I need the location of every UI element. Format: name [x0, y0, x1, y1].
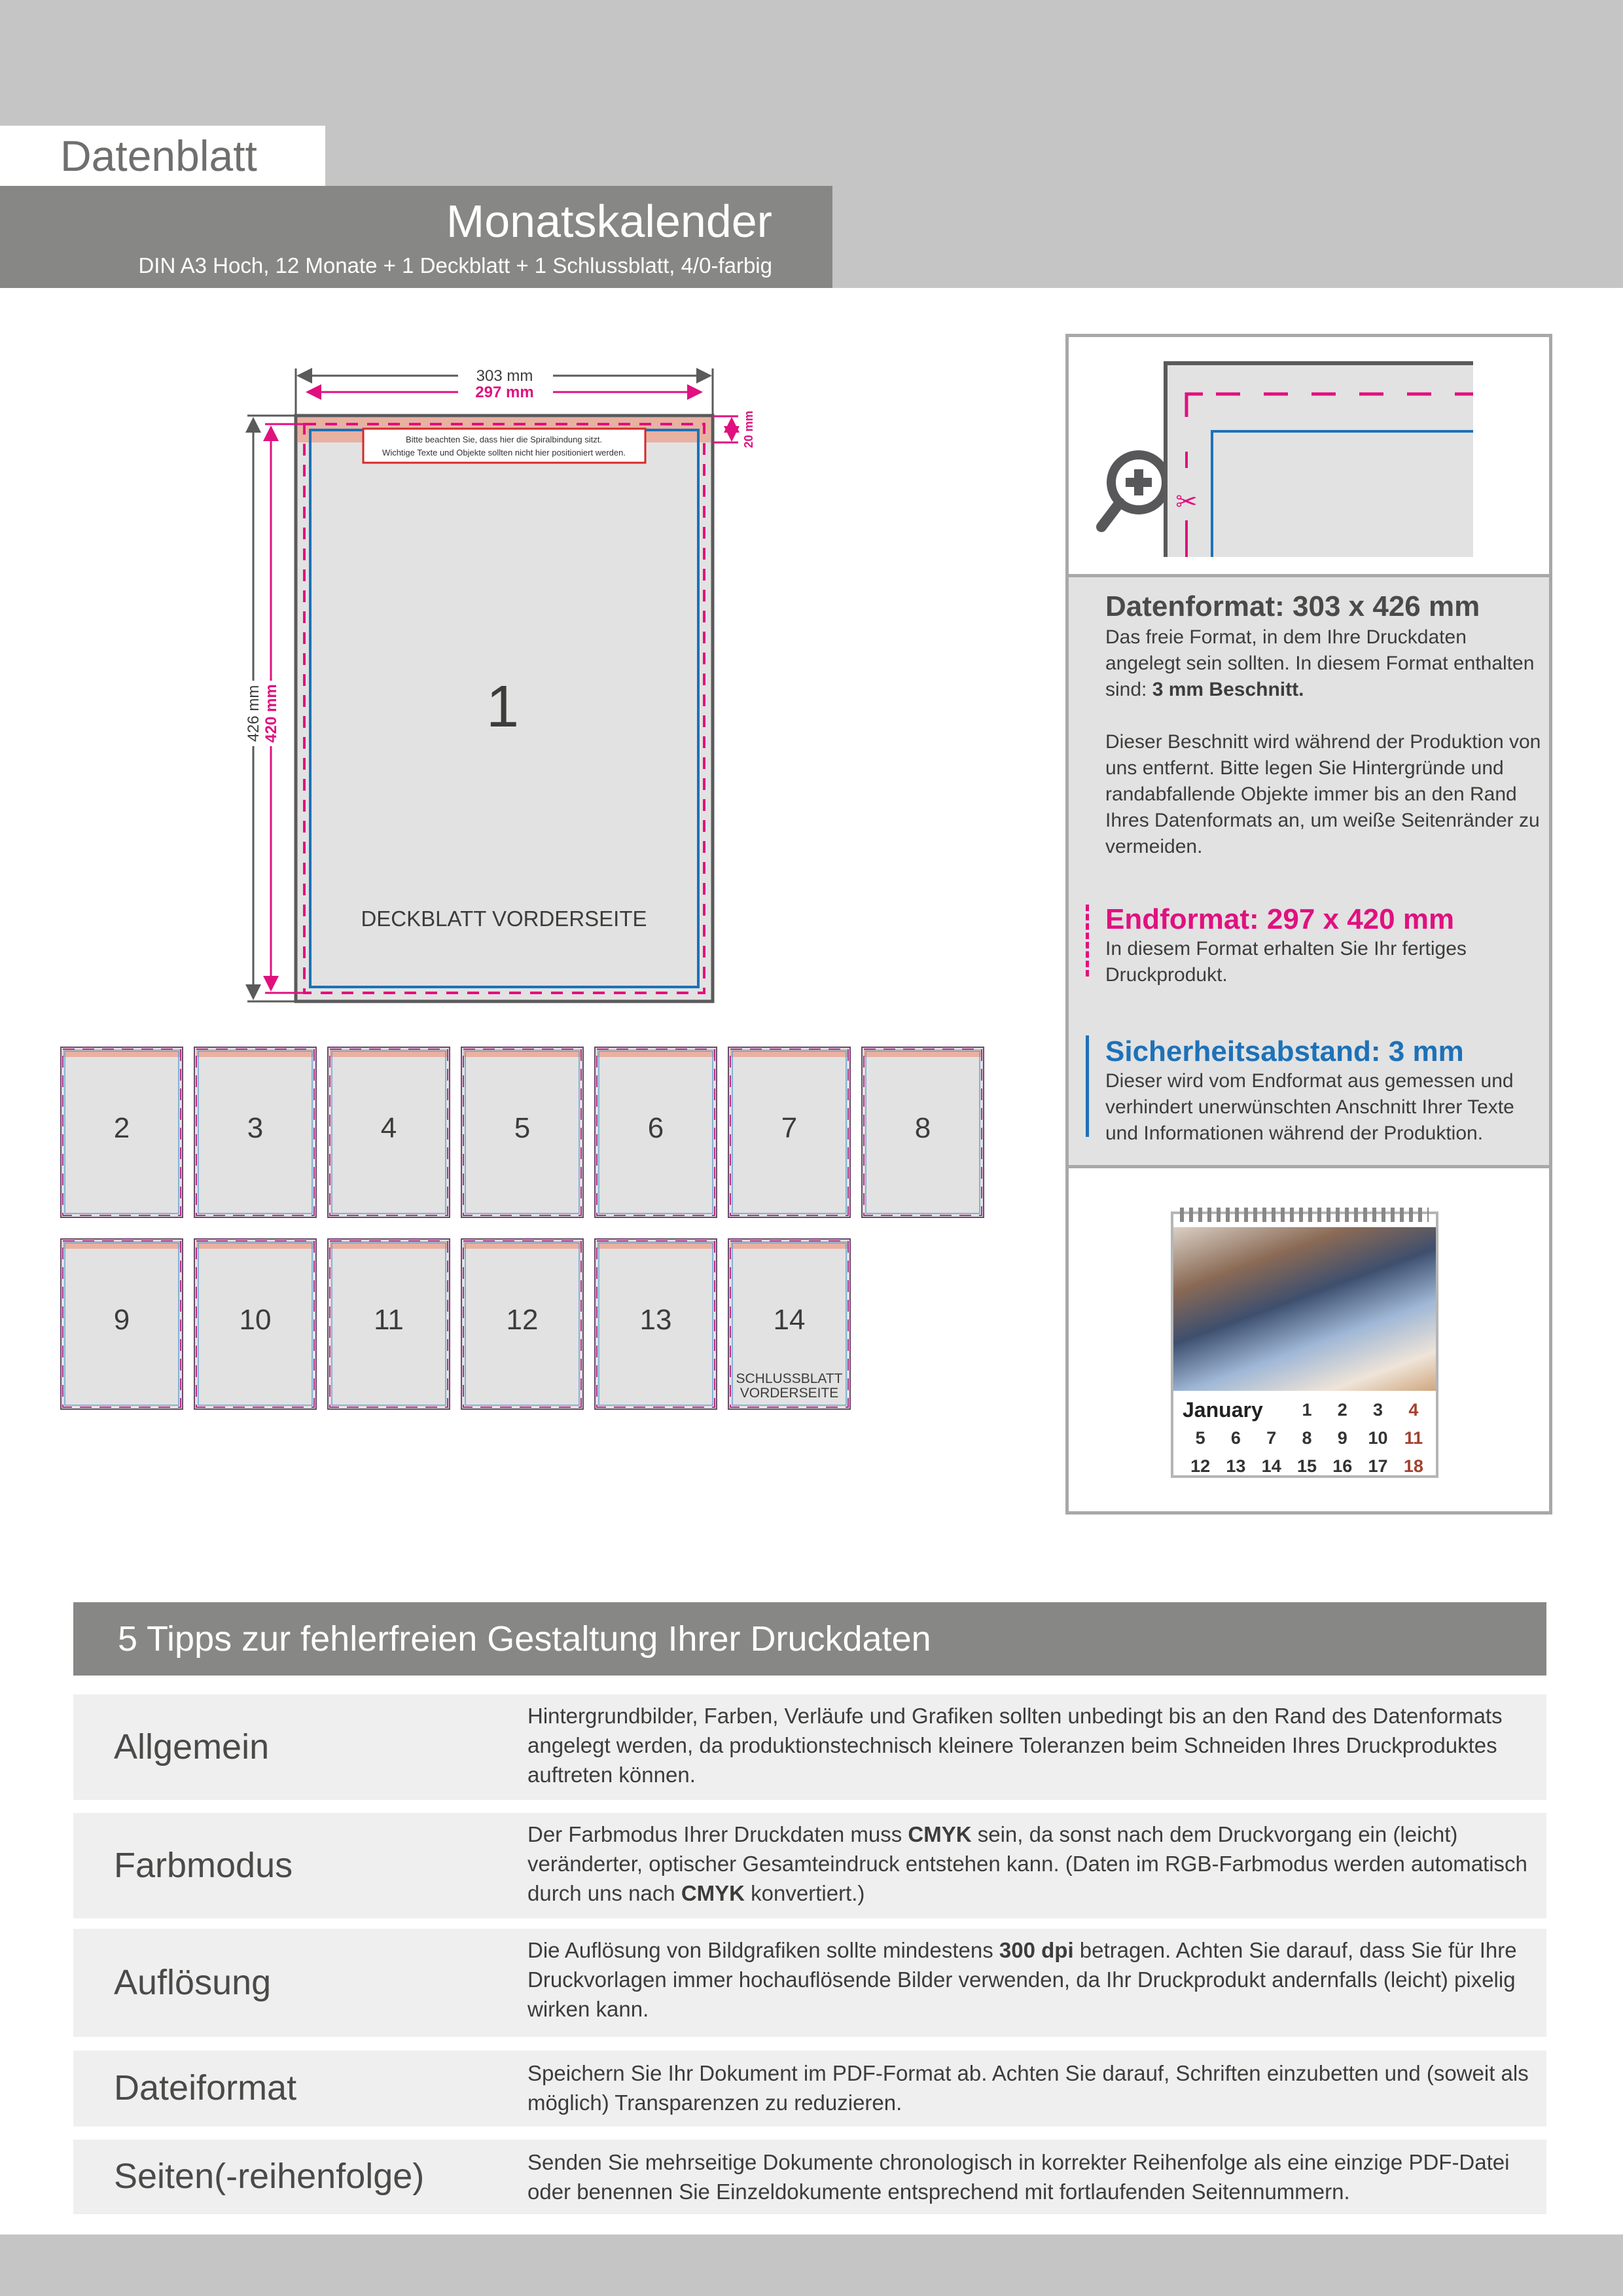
tips-header: 5 Tipps zur fehlerfreien Gestaltung Ihrer Druckdaten: [73, 1602, 1546, 1676]
calendar-day: 18: [1403, 1456, 1423, 1476]
calendar-day: 7: [1266, 1428, 1277, 1448]
notice-line-1: Bitte beachten Sie, dass hier die Spiralbindung sitzt.: [406, 435, 602, 444]
width-final-label: 297 mm: [475, 384, 534, 401]
page-number: 3: [247, 1112, 264, 1144]
tip-text: Senden Sie mehrseitige Dokumente chronologisch in korrekter Reihenfolge als eine einzige PDF-Datei oder benennen Sie Einzeldokumente entsprechend mit fortlaufenden Seitennummern.: [527, 2150, 1510, 2204]
tip-text-part: Die Auflösung von Bildgrafiken sollte mindestens: [527, 1938, 999, 1962]
tip-text: [527, 1820, 1535, 1908]
scissors-icon: ✂: [1175, 488, 1198, 516]
tip-bold: 300 dpi: [999, 1938, 1074, 1962]
page-number: 8: [914, 1112, 931, 1144]
endformat-marker: [1086, 905, 1089, 977]
footer-band: [0, 2234, 1623, 2296]
calendar-day: 15: [1296, 1456, 1317, 1476]
calendar-day: 3: [1373, 1400, 1383, 1420]
page-number: 1: [486, 674, 520, 740]
tip-label: Dateiformat: [114, 2068, 297, 2108]
tip-label: Allgemein: [114, 1727, 270, 1767]
zoom-in-icon: [1101, 455, 1166, 527]
datenformat-text-part: Das freie Format, in dem Ihre Druckdaten angelegt sein sollten. In diesem Format enthalten sind:: [1105, 626, 1535, 700]
tip-text: Speichern Sie Ihr Dokument im PDF-Format ab. Achten Sie darauf, Schriften einzubetten und (soweit als möglich) Transparenzen zu reduzieren.: [527, 2061, 1529, 2115]
page-number: 12: [506, 1304, 539, 1336]
page-thumbnail: [194, 1238, 317, 1410]
calendar-photo: [1173, 1227, 1436, 1391]
calendar-month: January: [1183, 1398, 1263, 1422]
calendar-day: 4: [1408, 1400, 1419, 1420]
page-thumbnail: [461, 1047, 584, 1218]
endformat-title: Endformat: 297 x 420 mm: [1105, 903, 1455, 935]
cover-page-diagram: [0, 0, 851, 1047]
datenformat-bleed: 3 mm Beschnitt.: [1152, 679, 1304, 700]
page-thumbnail: [60, 1047, 183, 1218]
safety-marker: [1086, 1035, 1089, 1137]
tip-text-part: sein, da sonst nach dem Druckvorgang ein (leicht) veränderter, optischer Gesamteindruck entstehen kann. (Daten im RGB-Farbmodus werden automatisch durch uns nach: [527, 1822, 1527, 1905]
tip-row: [73, 1929, 1546, 2037]
height-data-label: 426 mm: [245, 685, 262, 742]
datenformat-text: [1105, 624, 1544, 703]
tip-label: Seiten(-reihenfolge): [114, 2157, 425, 2196]
page-label: [728, 1372, 851, 1401]
page-number: 2: [113, 1112, 130, 1144]
page-number: 5: [514, 1112, 531, 1144]
tip-row: [73, 2140, 1546, 2214]
endformat-text: In diesem Format erhalten Sie Ihr fertiges Druckprodukt.: [1105, 938, 1467, 986]
sicherheit-title: Sicherheitsabstand: 3 mm: [1105, 1035, 1464, 1067]
calendar-day: 9: [1337, 1428, 1347, 1448]
page-subtitle: DIN A3 Hoch, 12 Monate + 1 Deckblatt + 1 Schlussblatt, 4/0-farbig: [138, 253, 772, 278]
calendar-day: 5: [1195, 1428, 1205, 1448]
tip-text-part: konvertiert.): [745, 1881, 865, 1905]
calendar-day: 8: [1302, 1428, 1312, 1448]
calendar-day: 17: [1368, 1456, 1388, 1476]
calendar-day: 1: [1302, 1400, 1312, 1420]
page-number: 10: [239, 1304, 272, 1336]
page-thumbnail: [861, 1047, 984, 1218]
page-label: DECKBLATT VORDERSEITE: [361, 906, 647, 931]
tip-row: [73, 2051, 1546, 2126]
page-thumbnail: [728, 1047, 851, 1218]
page-thumbnail: [461, 1238, 584, 1410]
page-thumbnail: [60, 1238, 183, 1410]
datenformat-text-2: Dieser Beschnitt wird während der Produktion von uns entfernt. Bitte legen Sie Hintergründe und randabfallende Objekte immer bis an den Rand Ihres Datenformats an, um weiße Seitenränder zu vermeiden.: [1105, 731, 1541, 857]
page-thumbnail: [728, 1238, 851, 1410]
page-label-line: SCHLUSSBLATT: [736, 1371, 843, 1386]
page-thumbnail: [194, 1047, 317, 1218]
calendar-day: 16: [1332, 1456, 1353, 1476]
page-label-line: VORDERSEITE: [740, 1386, 839, 1401]
spiral-height-label: 20 mm: [742, 410, 755, 448]
zoom-detail-illustration: [1069, 337, 1549, 574]
calendar-day: 2: [1337, 1400, 1347, 1420]
calendar-day: 14: [1261, 1456, 1281, 1476]
tip-text: Hintergrundbilder, Farben, Verläufe und Grafiken sollten unbedingt bis an den Rand des Datenformats angelegt werden, da produktionstechnisch kleinere Toleranzen beim Schneiden Ihres Druckproduktes auftreten können.: [527, 1704, 1503, 1787]
page-number: 14: [773, 1304, 806, 1336]
calendar-day: 13: [1226, 1456, 1246, 1476]
format-descriptions: [1069, 574, 1549, 1168]
notice-line-2: Wichtige Texte und Objekte sollten nicht hier positioniert werden.: [382, 448, 626, 457]
calendar-days: [1183, 1396, 1431, 1480]
page-thumbnail: [594, 1047, 717, 1218]
calendar-day: 6: [1230, 1428, 1241, 1448]
page-thumbnail: [327, 1047, 450, 1218]
sicherheit-text: Dieser wird vom Endformat aus gemessen und verhindert unerwünschten Anschnitt Ihrer Texte und Informationen während der Produktion.: [1105, 1070, 1514, 1144]
page-title: Monatskalender: [446, 196, 772, 247]
calendar-preview: [1171, 1211, 1438, 1478]
spiral-notice-box: [363, 429, 645, 463]
datenformat-title: Datenformat: 303 x 426 mm: [1105, 590, 1480, 622]
tip-label: Farbmodus: [114, 1845, 293, 1885]
calendar-day: 10: [1368, 1428, 1388, 1448]
page-number: 7: [781, 1112, 798, 1144]
height-final-label: 420 mm: [262, 684, 280, 743]
page-number: 4: [380, 1112, 397, 1144]
tip-text-part: Der Farbmodus Ihrer Druckdaten muss: [527, 1822, 908, 1846]
tip-label: Auflösung: [114, 1962, 272, 2002]
tip-bold: CMYK: [681, 1881, 745, 1905]
tip-text: [527, 1935, 1535, 2024]
tip-row: [73, 1695, 1546, 1800]
page-number: 11: [374, 1304, 404, 1336]
tip-row: [73, 1813, 1546, 1918]
page-thumbnail: [327, 1238, 450, 1410]
document-label: Datenblatt: [0, 126, 325, 186]
spiral-binding: [1180, 1208, 1429, 1222]
tip-bold: CMYK: [908, 1822, 972, 1846]
page-thumbnail: [594, 1238, 717, 1410]
calendar-day: 11: [1404, 1428, 1423, 1448]
page-number: 9: [113, 1304, 130, 1336]
tip-text-part: betragen. Achten Sie darauf, dass Sie für Ihre Druckvorlagen immer hochauflösende Bilder verwenden, da Ihr Druckprodukt andernfalls (leicht) pixelig wirken kann.: [527, 1938, 1517, 2021]
page-number: 13: [639, 1304, 672, 1336]
width-data-label: 303 mm: [476, 367, 533, 385]
calendar-day: 12: [1190, 1456, 1211, 1476]
page-number: 6: [647, 1112, 664, 1144]
